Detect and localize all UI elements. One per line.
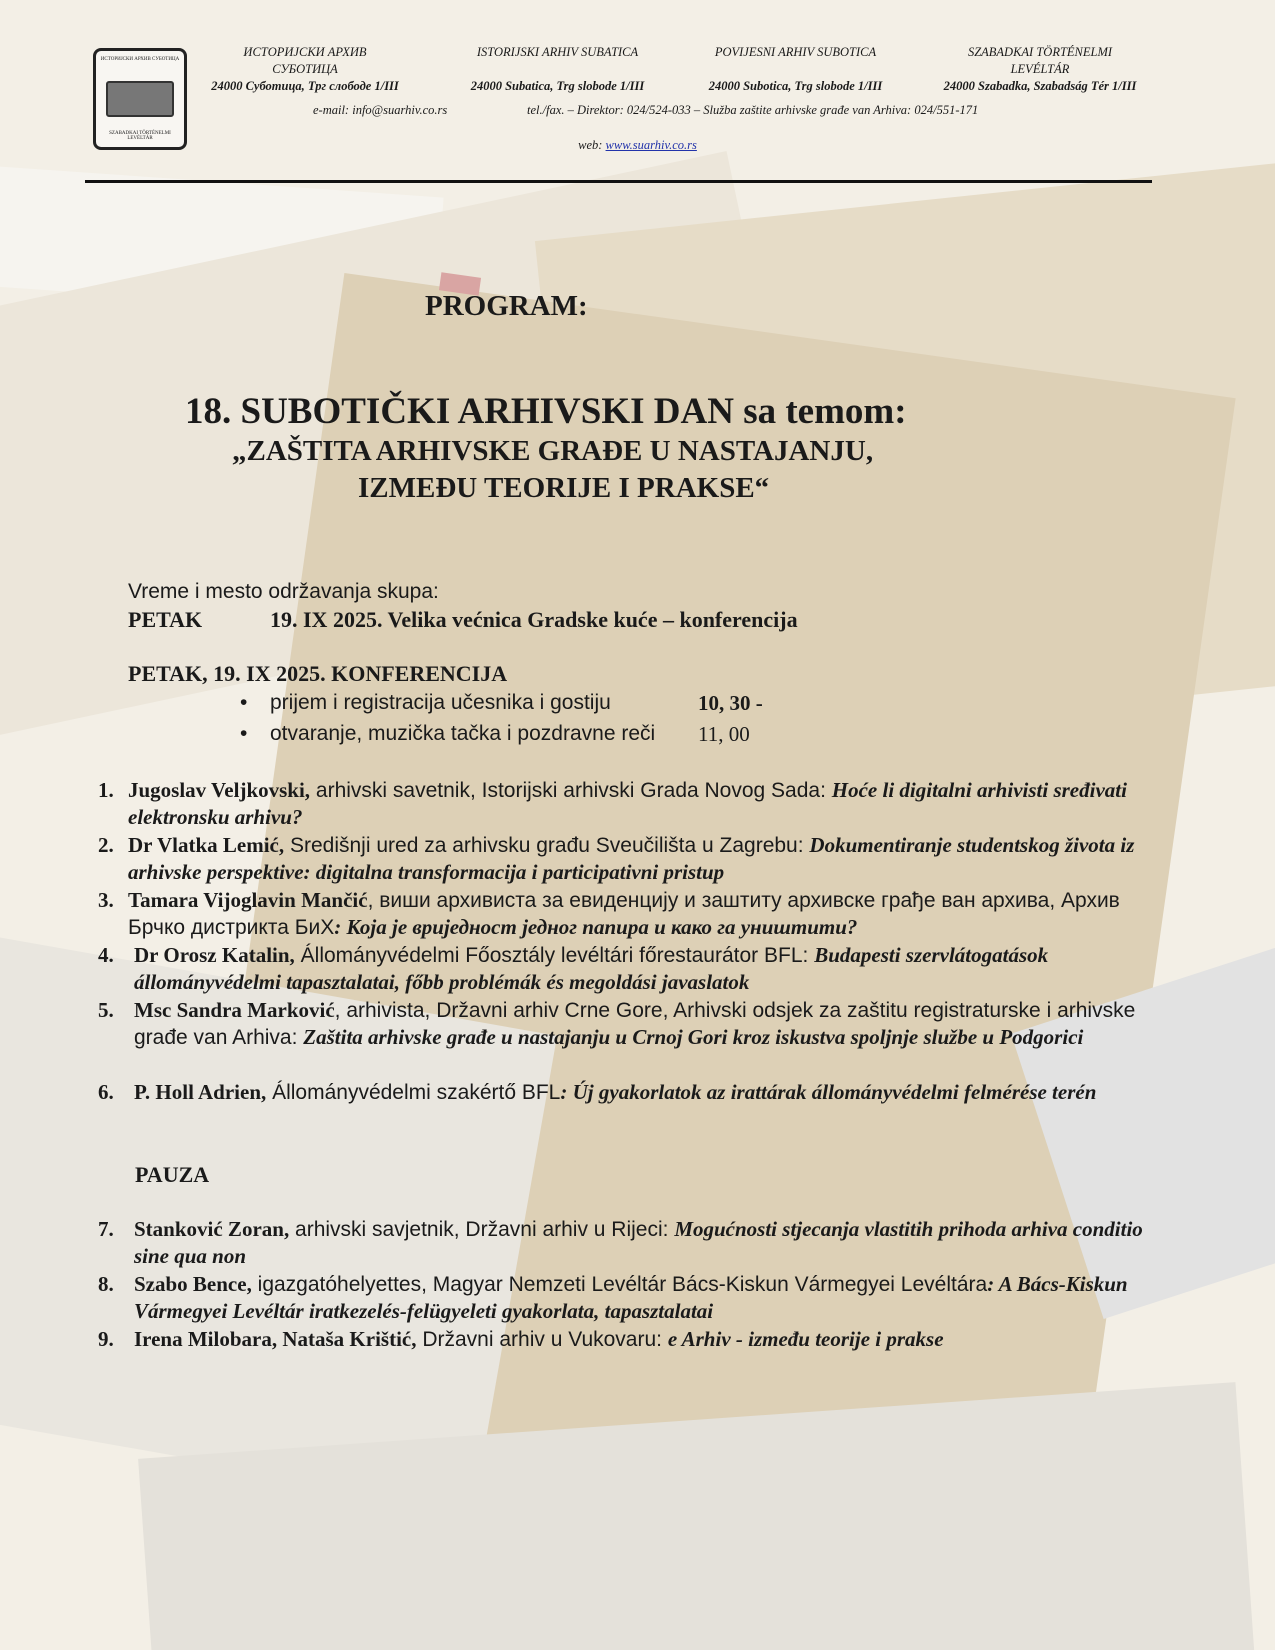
speaker-affiliation: Državni arhiv u Vukovaru: <box>416 1328 668 1351</box>
speaker-name: Msc Sandra Marković <box>134 998 335 1022</box>
speaker-name: Dr Vlatka Lemić, <box>128 833 285 857</box>
talk-number: 6. <box>98 1080 114 1104</box>
speaker-name: Stanković Zoran, <box>134 1217 290 1241</box>
speaker-name: Jugoslav Veljkovski, <box>128 778 311 802</box>
logo-bottom-text: SZABADKAI TÖRTÉNELMI LEVÉLTÁR <box>109 131 171 141</box>
program-label: PROGRAM: <box>425 290 588 322</box>
talk-title: : Új gyakorlatok az irattárak állományvédelmi felmérése terén <box>560 1080 1097 1104</box>
speaker-name: Irena Milobara, Nataša Krištić, <box>134 1327 417 1351</box>
speaker-affiliation: , arhivista, Državni arhiv Crne Gore, Arhivski odsjek za zaštitu registraturske i arhivske građe van Arhiva: <box>134 999 1136 1049</box>
talk-number: 2. <box>98 833 114 857</box>
header-col-name: ИСТОРИЈСКИ АРХИВ СУБОТИЦА <box>243 45 367 76</box>
talk-number: 7. <box>98 1217 114 1241</box>
header-col-address: 24000 Subatica, Trg slobode 1/III <box>470 79 645 93</box>
talk-item <box>98 942 1178 996</box>
venue-label: Vreme i mesto održavanja skupa: <box>128 580 439 603</box>
header-email: e-mail: info@suarhiv.co.rs <box>313 103 448 117</box>
header-col-name: ISTORIJSKI ARHIV SUBATICA <box>476 45 639 59</box>
header-col-name: SZABADKAI TÖRTÉNELMI LEVÉLTÁR <box>967 45 1113 76</box>
speaker-affiliation: Állományvédelmi szakértő BFL <box>266 1081 561 1104</box>
talk-title: Mogućnosti stjecanja vlastitih prihoda arhiva conditio sine qua non <box>134 1217 1143 1268</box>
header-col-address: 24000 Szabadka, Szabadság Tér 1/III <box>943 79 1137 93</box>
venue-row <box>128 607 798 633</box>
pause-label: PAUZA <box>135 1162 210 1187</box>
venue-detail: 19. IX 2025. Velika većnica Gradske kuće – konferencija <box>270 607 798 632</box>
header-col-hungarian <box>920 44 1160 95</box>
talk-number: 4. <box>98 943 114 967</box>
talk-item <box>98 887 1178 941</box>
schedule-time: 11, 00 <box>698 722 750 746</box>
talk-item <box>98 832 1178 886</box>
talk-title: Zaštita arhivske građe u nastajanju u Crnoj Gori kroz iskustva spoljnje službe u Podgorici <box>303 1025 1084 1049</box>
web-link[interactable]: www.suarhiv.co.rs <box>605 138 697 152</box>
speaker-affiliation: igazgatóhelyettes, Magyar Nemzeti Levéltár Bács-Kiskun Vármegyei Levéltára <box>251 1273 988 1296</box>
speaker-affiliation: , виши архивиста за евиденцију и заштиту архивске грађе ван архива, Архив Брчко дистрикта БиХ <box>128 889 1120 939</box>
talk-item <box>98 1271 1178 1325</box>
speaker-affiliation: arhivski savetnik, Istorijski arhivski Grada Novog Sada: <box>310 779 832 802</box>
talk-item <box>98 997 1178 1051</box>
talk-number: 8. <box>98 1272 114 1296</box>
header-col-serbian-latin <box>455 44 660 95</box>
talk-item <box>98 1079 1178 1106</box>
speaker-name: Szabo Bence, <box>134 1272 252 1296</box>
talk-title: Hoće li digitalni arhivisti sređivati elektronsku arhivu? <box>128 778 1127 829</box>
event-theme-line-2: IZMEĐU TEORIJE I PRAKSE“ <box>358 472 770 504</box>
talk-title: e Arhiv - između teorije i prakse <box>667 1327 944 1351</box>
header-col-name: POVIJESNI ARHIV SUBOTICA <box>714 45 877 59</box>
speaker-name: Tamara Vijoglavin Mančić <box>128 888 368 912</box>
event-title: 18. SUBOTIČKI ARHIVSKI DAN sa temom: <box>185 391 907 432</box>
talk-title: Dokumentiranje studentskog života iz arhivske perspektive: digitalna transformacija i participativni pristup <box>128 833 1135 884</box>
logo-building-icon <box>106 81 174 117</box>
header-divider <box>85 180 1152 183</box>
speaker-affiliation: Állományvédelmi Főosztály levéltári főrestaurátor BFL: <box>294 944 815 967</box>
bullet-icon: • <box>240 722 248 745</box>
schedule-time: 10, 30 - <box>698 691 763 715</box>
speaker-affiliation: Središnji ured za arhivsku građu Sveučilišta u Zagrebu: <box>284 834 810 857</box>
archive-logo <box>93 48 187 150</box>
talk-item <box>98 1326 1178 1353</box>
header-col-croatian <box>693 44 898 95</box>
talk-item <box>98 1216 1178 1270</box>
talk-number: 3. <box>98 888 114 912</box>
speaker-affiliation: arhivski savjetnik, Državni arhiv u Rijeci: <box>289 1218 675 1241</box>
conference-heading: PETAK, 19. IX 2025. KONFERENCIJA <box>128 661 508 686</box>
schedule-text: otvaranje, muzička tačka i pozdravne reči <box>270 722 656 745</box>
header-web <box>0 138 1275 153</box>
web-label: web: <box>578 138 603 152</box>
logo-top-text: ИСТОРИЈСКИ АРХИВ СУБОТИЦА <box>100 57 180 62</box>
event-theme-line-1: „ZAŠTITA ARHIVSKE GRAĐE U NASTAJANJU, <box>232 435 874 467</box>
venue-day: PETAK <box>128 607 203 632</box>
talk-number: 1. <box>98 778 114 802</box>
bullet-icon: • <box>240 691 248 714</box>
speaker-name: P. Holl Adrien, <box>134 1080 267 1104</box>
talk-title: Budapesti szervlátogatások állományvédelmi tapasztalatai, főbb problémák és megoldási javaslatok <box>134 943 1049 994</box>
talk-title: : A Bács-Kiskun Vármegyei Levéltár iratkezelés-felügyeleti gyakorlata, tapasztalatai <box>134 1272 1128 1323</box>
schedule-text: prijem i registracija učesnika i gostiju <box>270 691 611 714</box>
header-col-address: 24000 Суботица, Трг слободе 1/III <box>211 79 399 93</box>
talk-item <box>98 777 1178 831</box>
talk-number: 5. <box>98 998 114 1022</box>
header-col-address: 24000 Subotica, Trg slobode 1/III <box>708 79 883 93</box>
header-contact: tel./fax. – Direktor: 024/524-033 – Služba zaštite arhivske građe van Arhiva: 024/551-171 <box>527 103 979 117</box>
speaker-name: Dr Orosz Katalin, <box>134 943 295 967</box>
talk-title: : Која је вриједност једног папира и како га уништити? <box>334 915 858 939</box>
talk-number: 9. <box>98 1327 114 1351</box>
header-col-serbian-cyrillic <box>205 44 405 95</box>
